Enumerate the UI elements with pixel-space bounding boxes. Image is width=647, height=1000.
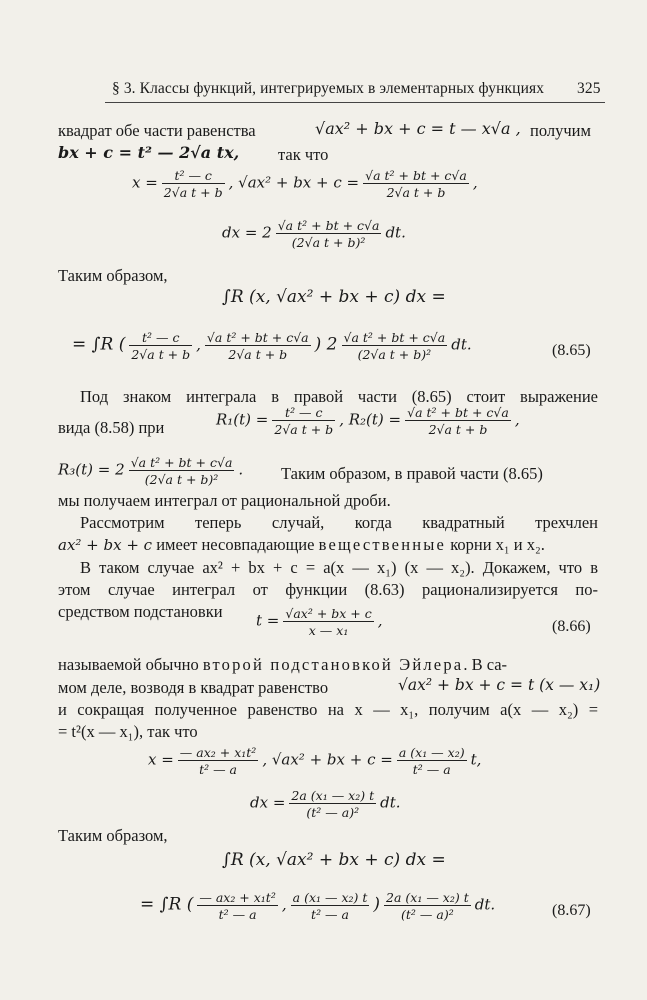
fraction: $\frac{\text{√a t² + bt + c√a}}{\text{2√a t + b}}$ [365,168,467,200]
text-line: Таким образом, [58,266,168,285]
equation-number: (8.66) [552,618,591,635]
fraction: $\frac{\text{t² — c}}{\text{2√a t + b}}$ [163,168,223,200]
equation-number: (8.65) [552,342,591,359]
formula-inline: bx + c = t² — 2√a tx, [58,143,240,162]
equation-x-second: x = $\frac{\text{— ax₂ + x₁t²}}{\text{t² — a}}$ , √ax² + bx + c = $\frac{\text{a (x₁ — x₂)}}{\text{t² — a}}$ t, [148,745,482,777]
text-line: ax² + bx + c имеет несовпадающие вещественные корни x₁ и x₂. [58,535,545,554]
header-rule [105,102,605,103]
page-number: 325 [577,80,601,97]
text-line: вида (8.58) при [58,418,165,437]
equation-dx: dx = 2 $\frac{\text{√a t² + bt + c√a}}{\text{(2√a t + b)²}}$ dt. [222,218,406,250]
text-line: называемой обычно второй подстановкой Эйлера. В са- [58,655,508,674]
text-line: мы получаем интеграл от рациональной дроби. [58,491,391,510]
text-line: Таким образом, [58,826,168,845]
equation-integral-second: ∫R (x, √ax² + bx + c) dx = [222,850,446,870]
text-line: получим [530,121,591,140]
formula-inline: √ax² + bx + c = t — x√a , [315,119,521,138]
equation-8-65: = ∫R ( $\frac{\text{t² — c}}{\text{2√a t + b}}$ , $\frac{\text{√a t² + bt + c√a}}{\text{2√a t + b}}$ ) 2 $\frac{\text{√a t² + bt + c√a}}{\text{(2√a t + b)²}}$ dt. [72,330,472,362]
text-line: мом деле, возводя в квадрат равенство [58,678,329,697]
equation-8-67: = ∫R ( $\frac{\text{— ax₂ + x₁t²}}{\text{t² — a}}$ , $\frac{\text{a (x₁ — x₂) t}}{\text{t² — a}}$ ) $\frac{\text{2a (x₁ — x₂) t}}{\text{(t² — a)²}}$ dt. [140,890,496,922]
equation-dx-second: dx = $\frac{\text{2a (x₁ — x₂) t}}{\text{(t² — a)²}}$ dt. [250,788,401,820]
text-line: Под знаком интеграла в правой части (8.65) стоит выражение [80,387,598,406]
text-line: В таком случае ax² + bx + c = a(x — x₁) (x — x₂). Докажем, что в [80,558,598,577]
text-line: Рассмотрим теперь случай, когда квадратный трехчлен [80,513,598,532]
equation-8-66: t = $\frac{\text{√ax² + bx + c}}{\text{x — x₁}}$ , [256,606,383,638]
equation-x: x = $\frac{\text{t² — c}}{\text{2√a t + b}}$ , √ax² + bx + c = $\frac{\text{√a t² + bt + c√a}}{\text{2√a t + b}}$ , [132,168,478,200]
formula-R1-R2: R₁(t) = $\frac{\text{t² — c}}{\text{2√a t + b}}$ , R₂(t) = $\frac{\text{√a t² + bt + c√a}}{\text{2√a t + b}}$ , [216,405,520,437]
text-line: квадрат обе части равенства [58,121,256,140]
formula-inline: √ax² + bx + c = t (x — x₁) [398,676,601,694]
text-line: так что [278,145,329,164]
formula-R3: R₃(t) = 2 $\frac{\text{√a t² + bt + c√a}}{\text{(2√a t + b)²}}$ . [58,455,244,487]
equation-number: (8.67) [552,902,591,919]
text-line: средством подстановки [58,602,223,621]
running-header: § 3. Классы функций, интегрируемых в элементарных функциях [112,80,545,97]
text-line: и сокращая полученное равенство на x — x₁, получим a(x — x₂) = [58,700,598,719]
equation-integral: ∫R (x, √ax² + bx + c) dx = [222,287,446,307]
text-line: = t²(x — x₁), так что [58,722,198,741]
text-line: Таким образом, в правой части (8.65) [281,464,543,483]
text-line: этом случае интеграл от функции (8.63) рационализируется по- [58,580,598,599]
